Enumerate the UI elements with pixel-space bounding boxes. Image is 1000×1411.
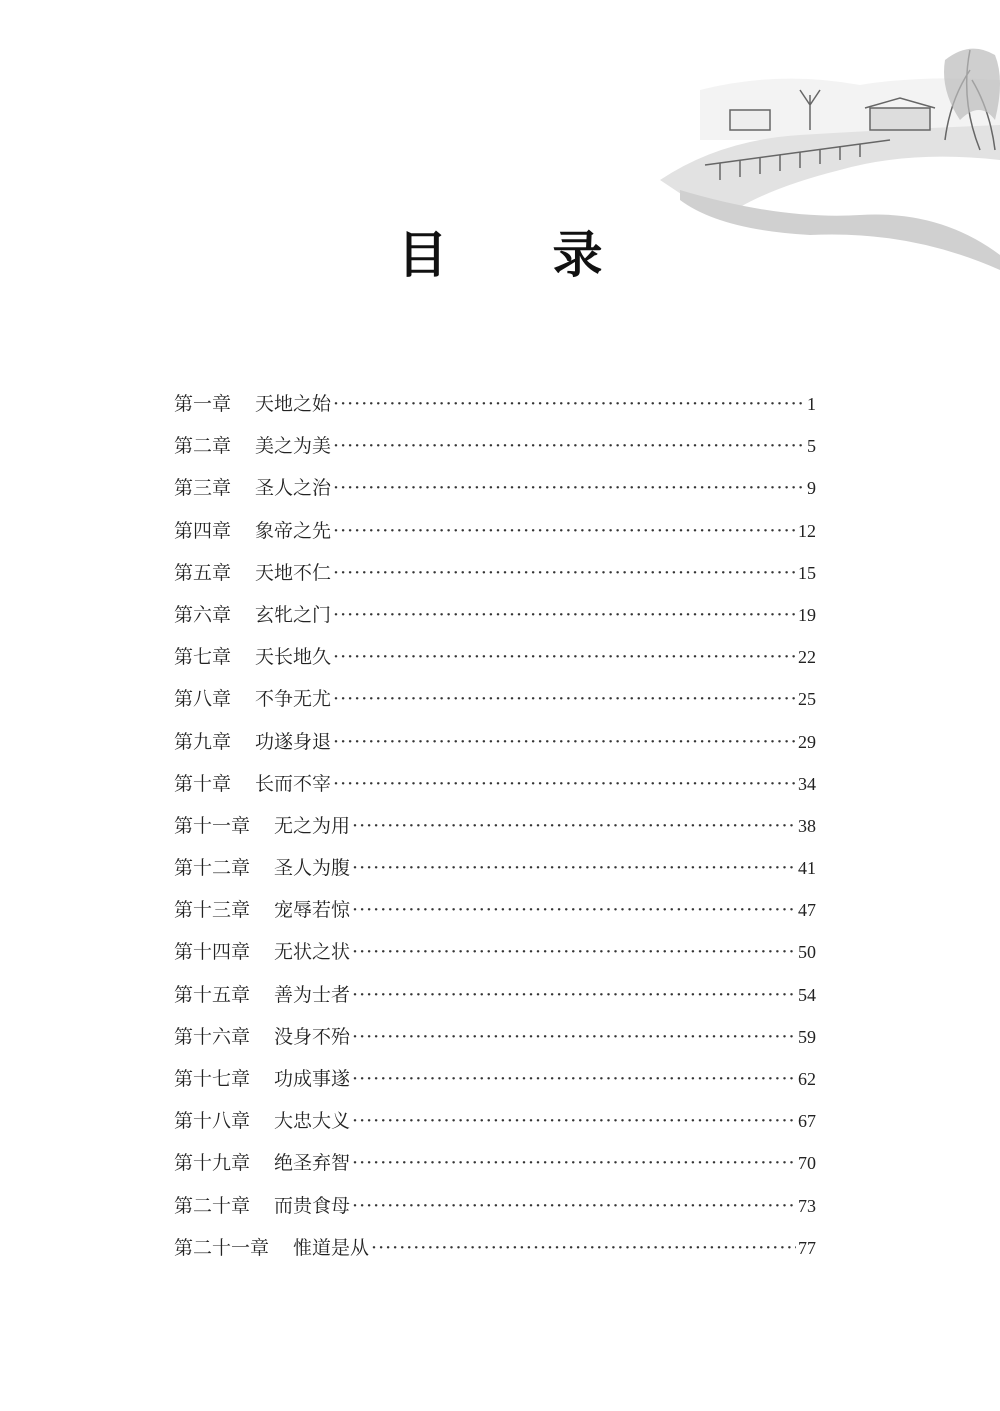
page-number: 50	[798, 942, 816, 963]
chapter-number: 第一章	[174, 393, 232, 415]
dot-leader	[333, 390, 805, 418]
toc-entry[interactable]	[174, 685, 816, 727]
dot-leader	[333, 643, 796, 671]
toc-entry[interactable]	[174, 474, 816, 516]
chapter-number: 第三章	[174, 477, 232, 500]
toc-entry[interactable]	[174, 938, 816, 980]
dot-leader	[352, 812, 796, 840]
page-number: 25	[798, 689, 816, 710]
chapter-title: 功遂身退	[255, 730, 332, 753]
chapter-number: 第二十章	[174, 1194, 251, 1217]
chapter-title: 无状之状	[274, 941, 351, 964]
toc-entry[interactable]	[174, 601, 816, 643]
chapter-number: 第十六章	[174, 1025, 251, 1048]
toc-entry[interactable]	[174, 432, 816, 474]
toc-entry[interactable]	[174, 1149, 816, 1191]
dot-leader	[371, 1234, 796, 1262]
dot-leader	[333, 432, 805, 460]
chapter-number: 第六章	[174, 603, 232, 626]
chapter-number: 第十三章	[174, 899, 251, 922]
toc-entry[interactable]	[174, 1192, 816, 1234]
page-number: 54	[798, 984, 816, 1005]
page-number: 15	[798, 562, 816, 583]
dot-leader	[352, 896, 796, 924]
page-number: 47	[798, 900, 816, 921]
dot-leader	[333, 559, 796, 587]
page-number: 59	[798, 1026, 816, 1047]
page-number: 5	[807, 436, 816, 457]
dot-leader	[352, 1107, 796, 1135]
chapter-title: 美之为美	[255, 435, 332, 458]
dot-leader	[352, 1065, 796, 1093]
page-number: 12	[798, 520, 816, 541]
chapter-title: 不争无尤	[255, 688, 332, 711]
chapter-number: 第八章	[174, 688, 232, 711]
chapter-title: 天地不仁	[255, 561, 332, 584]
chapter-title: 而贵食母	[274, 1194, 351, 1217]
page-number: 70	[798, 1153, 816, 1174]
chapter-number: 第二章	[174, 435, 232, 458]
chapter-number: 第十五章	[174, 983, 251, 1006]
dot-leader	[333, 474, 805, 502]
title-char-2: 录	[552, 225, 603, 284]
toc-entry[interactable]	[174, 517, 816, 559]
page-number: 19	[798, 604, 816, 625]
dot-leader	[352, 1149, 796, 1177]
toc-entry[interactable]	[174, 390, 816, 432]
chapter-number: 第十一章	[174, 814, 251, 837]
chapter-title: 大忠大义	[274, 1110, 351, 1133]
toc-entry[interactable]	[174, 643, 816, 685]
page-title	[0, 215, 1000, 287]
chapter-title: 圣人为腹	[274, 857, 351, 880]
page-number: 9	[807, 478, 816, 499]
toc-entry[interactable]	[174, 1107, 816, 1149]
chapter-title: 没身不殆	[274, 1025, 351, 1048]
chapter-number: 第十七章	[174, 1068, 251, 1090]
chapter-number: 第七章	[174, 646, 232, 669]
page-number: 73	[798, 1195, 816, 1216]
dot-leader	[333, 685, 796, 713]
toc-entry[interactable]	[174, 1023, 816, 1065]
page-number: 1	[807, 394, 816, 414]
page-number: 41	[798, 858, 816, 879]
chapter-number: 第二十一章	[174, 1236, 270, 1259]
chapter-number: 第十四章	[174, 941, 251, 964]
title-char-1: 目	[397, 225, 448, 284]
chapter-number: 第十章	[174, 772, 232, 795]
chapter-number: 第五章	[174, 561, 232, 584]
toc-entry[interactable]	[174, 1234, 816, 1276]
dot-leader	[352, 938, 796, 966]
toc-entry[interactable]	[174, 896, 816, 938]
page-number: 34	[798, 773, 816, 794]
toc-entry[interactable]	[174, 1065, 816, 1107]
dot-leader	[352, 1023, 796, 1051]
dot-leader	[352, 1192, 796, 1220]
toc-entry[interactable]	[174, 728, 816, 770]
dot-leader	[333, 601, 796, 629]
dot-leader	[333, 728, 796, 756]
chapter-title: 圣人之治	[255, 477, 332, 500]
chapter-title: 善为士者	[274, 983, 351, 1006]
toc-entry[interactable]	[174, 559, 816, 601]
dot-leader	[333, 770, 796, 798]
table-of-contents	[174, 390, 816, 1276]
chapter-title: 长而不宰	[255, 772, 332, 795]
chapter-title: 玄牝之门	[255, 603, 332, 626]
page-number: 22	[798, 647, 816, 668]
page-number: 29	[798, 731, 816, 752]
chapter-number: 第十九章	[174, 1152, 251, 1175]
page-number: 77	[798, 1237, 816, 1258]
page-number: 67	[798, 1111, 816, 1132]
chapter-number: 第十二章	[174, 857, 251, 880]
toc-entry[interactable]	[174, 981, 816, 1023]
chapter-title: 无之为用	[274, 814, 351, 837]
chapter-title: 宠辱若惊	[274, 899, 351, 922]
toc-entry[interactable]	[174, 812, 816, 854]
chapter-title: 惟道是从	[293, 1236, 370, 1259]
dot-leader	[333, 517, 796, 545]
toc-entry[interactable]	[174, 770, 816, 812]
dot-leader	[352, 981, 796, 1009]
chapter-number: 第九章	[174, 730, 232, 753]
chapter-title: 功成事遂	[274, 1068, 351, 1090]
toc-entry[interactable]	[174, 854, 816, 896]
chapter-title: 天地之始	[255, 393, 332, 415]
chapter-title: 绝圣弃智	[274, 1152, 351, 1175]
chapter-title: 天长地久	[255, 646, 332, 669]
chapter-number: 第十八章	[174, 1110, 251, 1133]
chapter-title: 象帝之先	[255, 519, 332, 542]
chapter-number: 第四章	[174, 519, 232, 542]
dot-leader	[352, 854, 796, 882]
page-number: 62	[798, 1069, 816, 1089]
page-number: 38	[798, 815, 816, 836]
